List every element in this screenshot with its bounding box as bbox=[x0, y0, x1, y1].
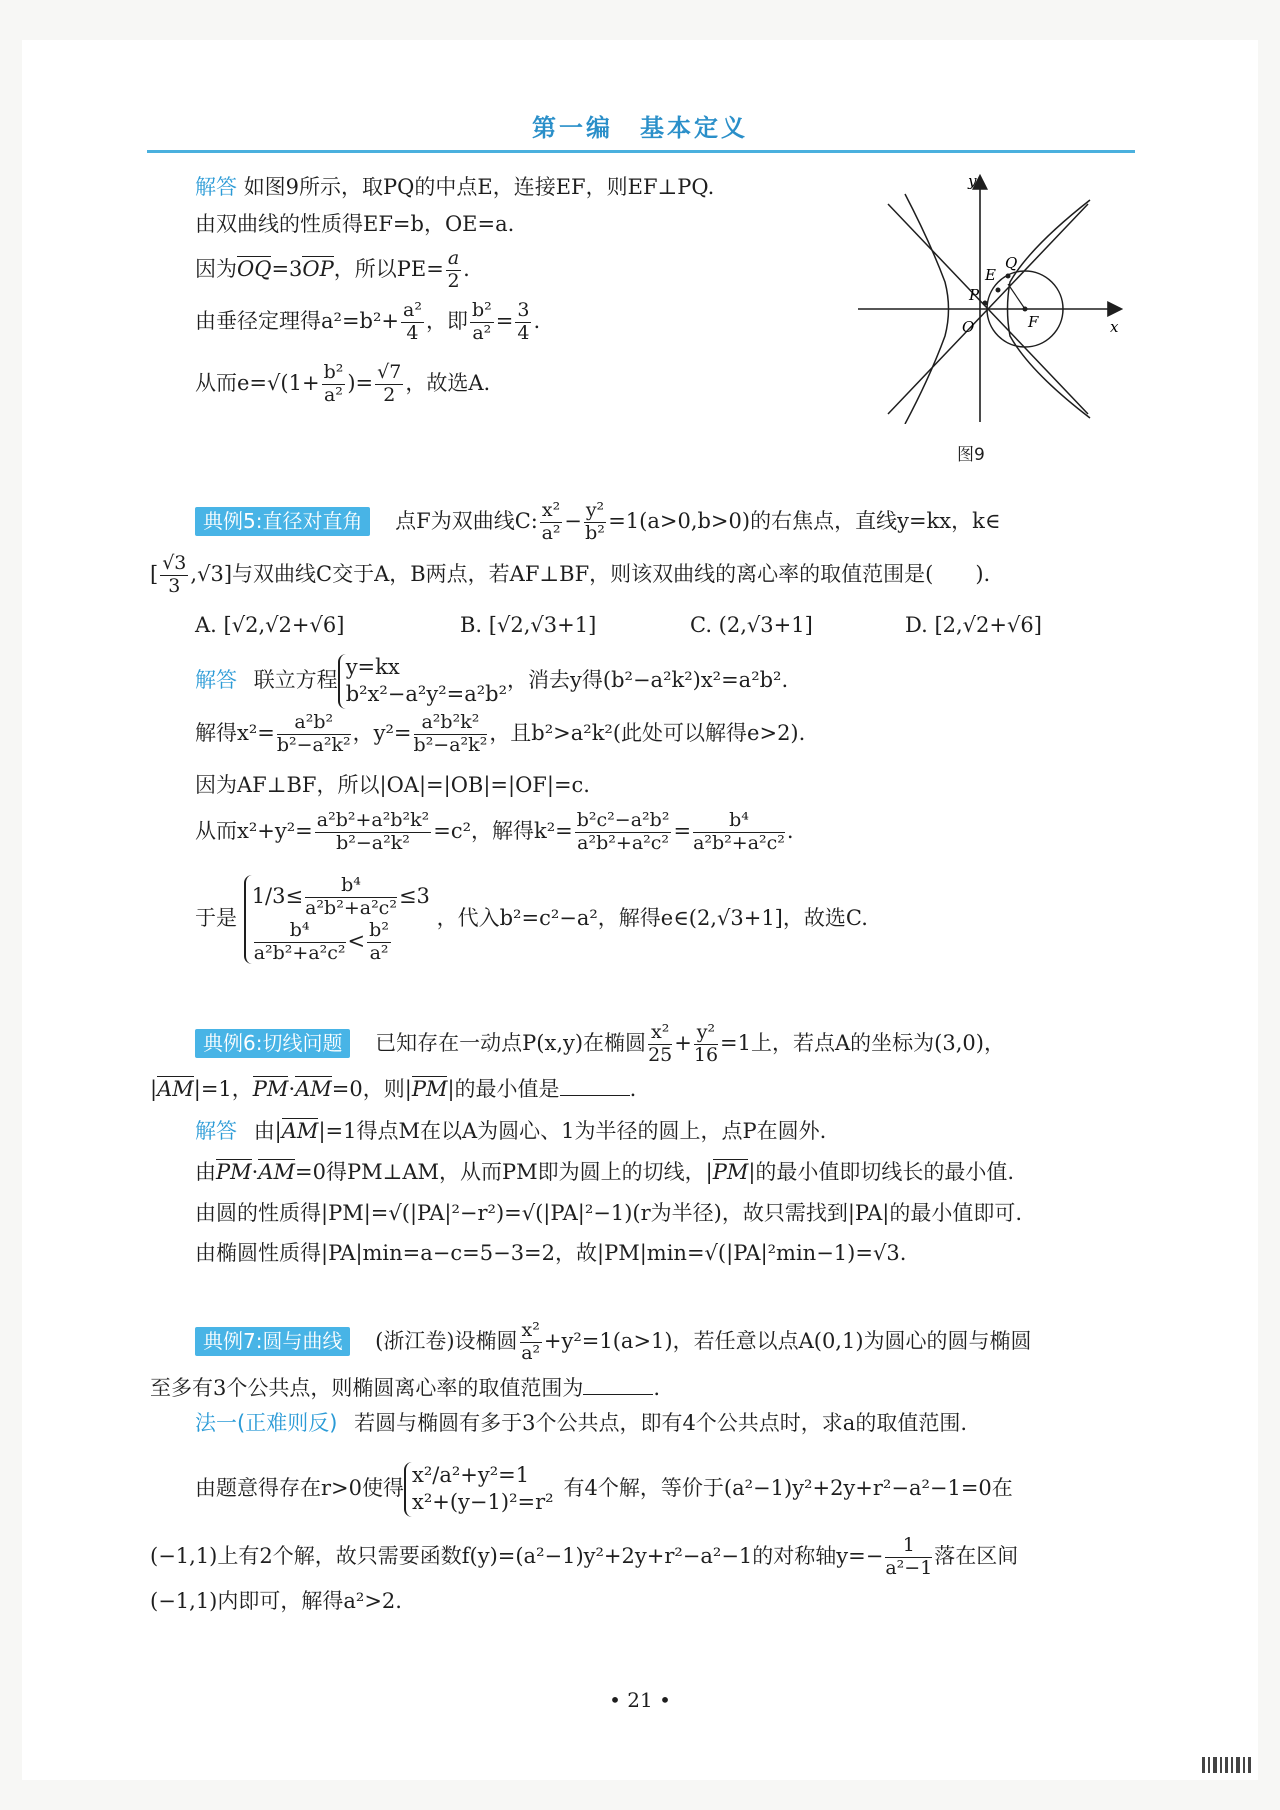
example6-line-2: |AM|=1，PM·AM=0，则|PM|的最小值是 . bbox=[150, 1077, 637, 1101]
example6-solution-line-4: 由椭圆性质得|PA|min=a−c=5−3=2，故|PM|min=√(|PA|²min−1)=√3. bbox=[195, 1241, 907, 1265]
hyperbola-figure bbox=[850, 172, 1132, 424]
example5-line-2: [ $\frac{√3}{3}$ ,√3]与双曲线C交于A，B两点，若AF⊥BF，则该双曲线的离心率的取值范围是( ). bbox=[150, 552, 991, 597]
solution-line-5: 从而e=√(1+ $\frac{\text{b²}}{\text{a²}}$ )= $\frac{√7}{2}$ ，故选A. bbox=[195, 361, 491, 406]
vector-oq: OQ bbox=[237, 256, 272, 281]
point-f bbox=[1023, 307, 1028, 312]
fraction: $\frac{\text{x²}}{\text{a²}}$ bbox=[541, 499, 561, 544]
segment-ef bbox=[1008, 284, 1025, 309]
figure-caption: 图9 bbox=[957, 445, 985, 465]
solution-line-4: 由垂径定理得a²=b²+ $\frac{\text{a²}}{4}$ ，即 $\frac{\text{b²}}{\text{a²}}$ = $\frac{3}{4}$ . bbox=[195, 299, 541, 344]
example7-method1-line: 法一(正难则反) 若圆与椭圆有多于3个公共点，即有4个公共点时，求a的取值范围. bbox=[195, 1411, 967, 1435]
fraction: $\frac{√3}{3}$ bbox=[162, 552, 187, 597]
example5-solution-line-1: 解答 联立方程 y=kx b²x²−a²y²=a²b² ，消去y得(b²−a²k²)x²=a²b². bbox=[195, 654, 788, 709]
point-e bbox=[996, 288, 1001, 293]
equation-system: y=kx b²x²−a²y²=a²b² bbox=[338, 654, 507, 709]
solution-tag: 解答 bbox=[195, 175, 237, 199]
fraction: $\frac{a}{2}$ bbox=[447, 247, 460, 292]
solution-tag: 解答 bbox=[195, 667, 237, 692]
fraction: $\frac{\text{y²}}{\text{b²}}$ bbox=[585, 499, 605, 544]
label-p: P bbox=[969, 286, 980, 304]
example5-option-c: C. (2,√3+1] bbox=[690, 613, 813, 637]
example6-solution-line-3: 由圆的性质得|PM|=√(|PA|²−r²)=√(|PA|²−1)(r为半径)，故只需找到|PA|的最小值即可. bbox=[195, 1201, 1023, 1225]
method-tag: 法一(正难则反) bbox=[195, 1411, 338, 1435]
vector-am: AM bbox=[157, 1077, 194, 1101]
fraction: $\frac{\text{a²b²+a²b²k²}}{\text{b²−a²k²}}$ bbox=[316, 809, 430, 854]
example5-solution-line-5: 于是 1/3≤ $\frac{\text{b⁴}}{\text{a²b²+a²c²}}$ ≤3 $\frac{\text{b⁴}}{\text{a²b²+a²c²}}$ < $\frac{\text{b²}}{\text{a²}}$ ，代入b²=c²−a²，解得e∈(2,√3+1]，故选C. bbox=[195, 874, 868, 964]
header-rule bbox=[147, 150, 1135, 153]
label-e: E bbox=[985, 266, 996, 284]
example6-solution-line-1: 解答 由|AM|=1得点M在以A为圆心、1为半径的圆上，点P在圆外. bbox=[195, 1119, 827, 1143]
vector-op: OP bbox=[302, 256, 334, 281]
example5-option-a: A. [√2,√2+√6] bbox=[195, 613, 345, 637]
solution-line-3: 因为OQ=3OP，所以PE= $\frac{a}{2}$ . bbox=[195, 247, 470, 292]
vector-am: AM bbox=[281, 1119, 319, 1143]
equation-system: x²/a²+y²=1 x²+(y−1)²=r² bbox=[404, 1462, 554, 1517]
example7-line-1: 典例7:圆与曲线 (浙江卷)设椭圆 $\frac{\text{x²}}{\text{a²}}$ +y²=1(a>1)，若任意以点A(0,1)为圆心的圆与椭圆 bbox=[195, 1320, 1032, 1365]
example5-badge: 典例5:直径对直角 bbox=[195, 507, 370, 536]
vector-pm: PM bbox=[411, 1077, 448, 1101]
example5-line-1: 典例5:直径对直角 点F为双曲线C: $\frac{\text{x²}}{\text{a²}}$ − $\frac{\text{y²}}{\text{b²}}$ =1(a>0,b>0)的右焦点，直线y=kx，k∈ bbox=[195, 500, 1000, 545]
fraction: $\frac{\text{b²}}{\text{a²}}$ bbox=[323, 361, 344, 406]
point-p bbox=[983, 301, 988, 306]
vector-am: AM bbox=[295, 1077, 332, 1101]
fraction: $\frac{3}{4}$ bbox=[517, 299, 530, 344]
example6-badge: 典例6:切线问题 bbox=[195, 1029, 350, 1058]
inequality-system: 1/3≤ $\frac{\text{b⁴}}{\text{a²b²+a²c²}}$ ≤3 $\frac{\text{b⁴}}{\text{a²b²+a²c²}}$ < $\frac{\text{b²}}{\text{a²}}$ bbox=[244, 875, 430, 964]
fraction: $\frac{\text{b²}}{\text{a²}}$ bbox=[471, 299, 492, 344]
answer-blank bbox=[583, 1394, 653, 1395]
fraction: $\frac{\text{a²}}{4}$ bbox=[403, 299, 422, 344]
solution-tag: 解答 bbox=[195, 1119, 237, 1143]
vector-pm: PM bbox=[216, 1160, 252, 1184]
example7-method1-line-3: (−1,1)上有2个解，故只需要函数f(y)=(a²−1)y²+2y+r²−a²−1的对称轴y=− $\frac{1}{\text{a²−1}}$ 落在区间 bbox=[150, 1534, 1019, 1579]
label-x: x bbox=[1110, 318, 1119, 336]
fraction: $\frac{\text{x²}}{\text{a²}}$ bbox=[521, 1319, 541, 1364]
solution-line-2: 由双曲线的性质得EF=b，OE=a. bbox=[195, 212, 515, 236]
label-o: O bbox=[962, 318, 975, 336]
example7-method1-line-2: 由题意得存在r>0使得 x²/a²+y²=1 x²+(y−1)²=r² 有4个解，等价于(a²−1)y²+2y+r²−a²−1=0在 bbox=[195, 1462, 1013, 1517]
page-header-title: 第一编 基本定义 bbox=[532, 113, 748, 142]
fraction: $\frac{\text{b⁴}}{\text{a²b²+a²c²}}$ bbox=[693, 809, 785, 854]
fraction: $\frac{\text{a²b²k²}}{\text{b²−a²k²}}$ bbox=[413, 711, 488, 756]
example5-solution-line-4: 从而x²+y²= $\frac{\text{a²b²+a²b²k²}}{\text{b²−a²k²}}$ =c²，解得k²= $\frac{\text{b²c²−a²b²}}{\text{a²b²+a²c²}}$ = $\frac{\text{b⁴}}{\text{a²b²+a²c²}}$ . bbox=[195, 809, 794, 854]
point-q bbox=[1006, 274, 1011, 279]
fraction: $\frac{\text{b²c²−a²b²}}{\text{a²b²+a²c²}}$ bbox=[576, 809, 670, 854]
page-number: • 21 • bbox=[609, 1688, 671, 1712]
answer-blank bbox=[560, 1095, 630, 1096]
fraction: $\frac{\text{x²}}{25}$ bbox=[648, 1021, 673, 1066]
example6-line-1: 典例6:切线问题 已知存在一动点P(x,y)在椭圆 $\frac{\text{x²}}{25}$ + $\frac{\text{y²}}{16}$ =1上，若点A的坐标为(3,0)， bbox=[195, 1022, 1005, 1067]
example5-option-d: D. [2,√2+√6] bbox=[905, 613, 1042, 637]
example5-solution-line-3: 因为AF⊥BF，所以|OA|=|OB|=|OF|=c. bbox=[195, 773, 590, 797]
label-y: y bbox=[968, 172, 977, 190]
fraction: $\frac{\text{a²b²}}{\text{b²−a²k²}}$ bbox=[276, 711, 351, 756]
example7-line-2: 至多有3个公共点，则椭圆离心率的取值范围为 . bbox=[150, 1376, 661, 1400]
label-f: F bbox=[1028, 313, 1039, 331]
vector-am: AM bbox=[258, 1160, 295, 1184]
example6-solution-line-2: 由PM·AM=0得PM⊥AM，从而PM即为圆上的切线，|PM|的最小值即切线长的最小值. bbox=[195, 1160, 1015, 1184]
example5-option-b: B. [√2,√3+1] bbox=[460, 613, 597, 637]
example5-solution-line-2: 解得x²= $\frac{\text{a²b²}}{\text{b²−a²k²}}$ ，y²= $\frac{\text{a²b²k²}}{\text{b²−a²k²}}$ ，且b²>a²k²(此处可以解得e>2). bbox=[195, 711, 806, 756]
example7-badge: 典例7:圆与曲线 bbox=[195, 1327, 350, 1356]
fraction: $\frac{√7}{2}$ bbox=[377, 361, 402, 406]
label-q: Q bbox=[1005, 254, 1018, 272]
vector-pm: PM bbox=[252, 1077, 289, 1101]
example7-method1-line-4: (−1,1)内即可，解得a²>2. bbox=[150, 1589, 402, 1613]
fraction: $\frac{1}{\text{a²−1}}$ bbox=[885, 1534, 933, 1579]
barcode-icon bbox=[1200, 1755, 1256, 1775]
vector-pm: PM bbox=[712, 1160, 749, 1184]
solution-line-1: 解答 如图9所示，取PQ的中点E，连接EF，则EF⊥PQ. bbox=[195, 175, 715, 199]
fraction: $\frac{\text{y²}}{16}$ bbox=[693, 1021, 719, 1066]
